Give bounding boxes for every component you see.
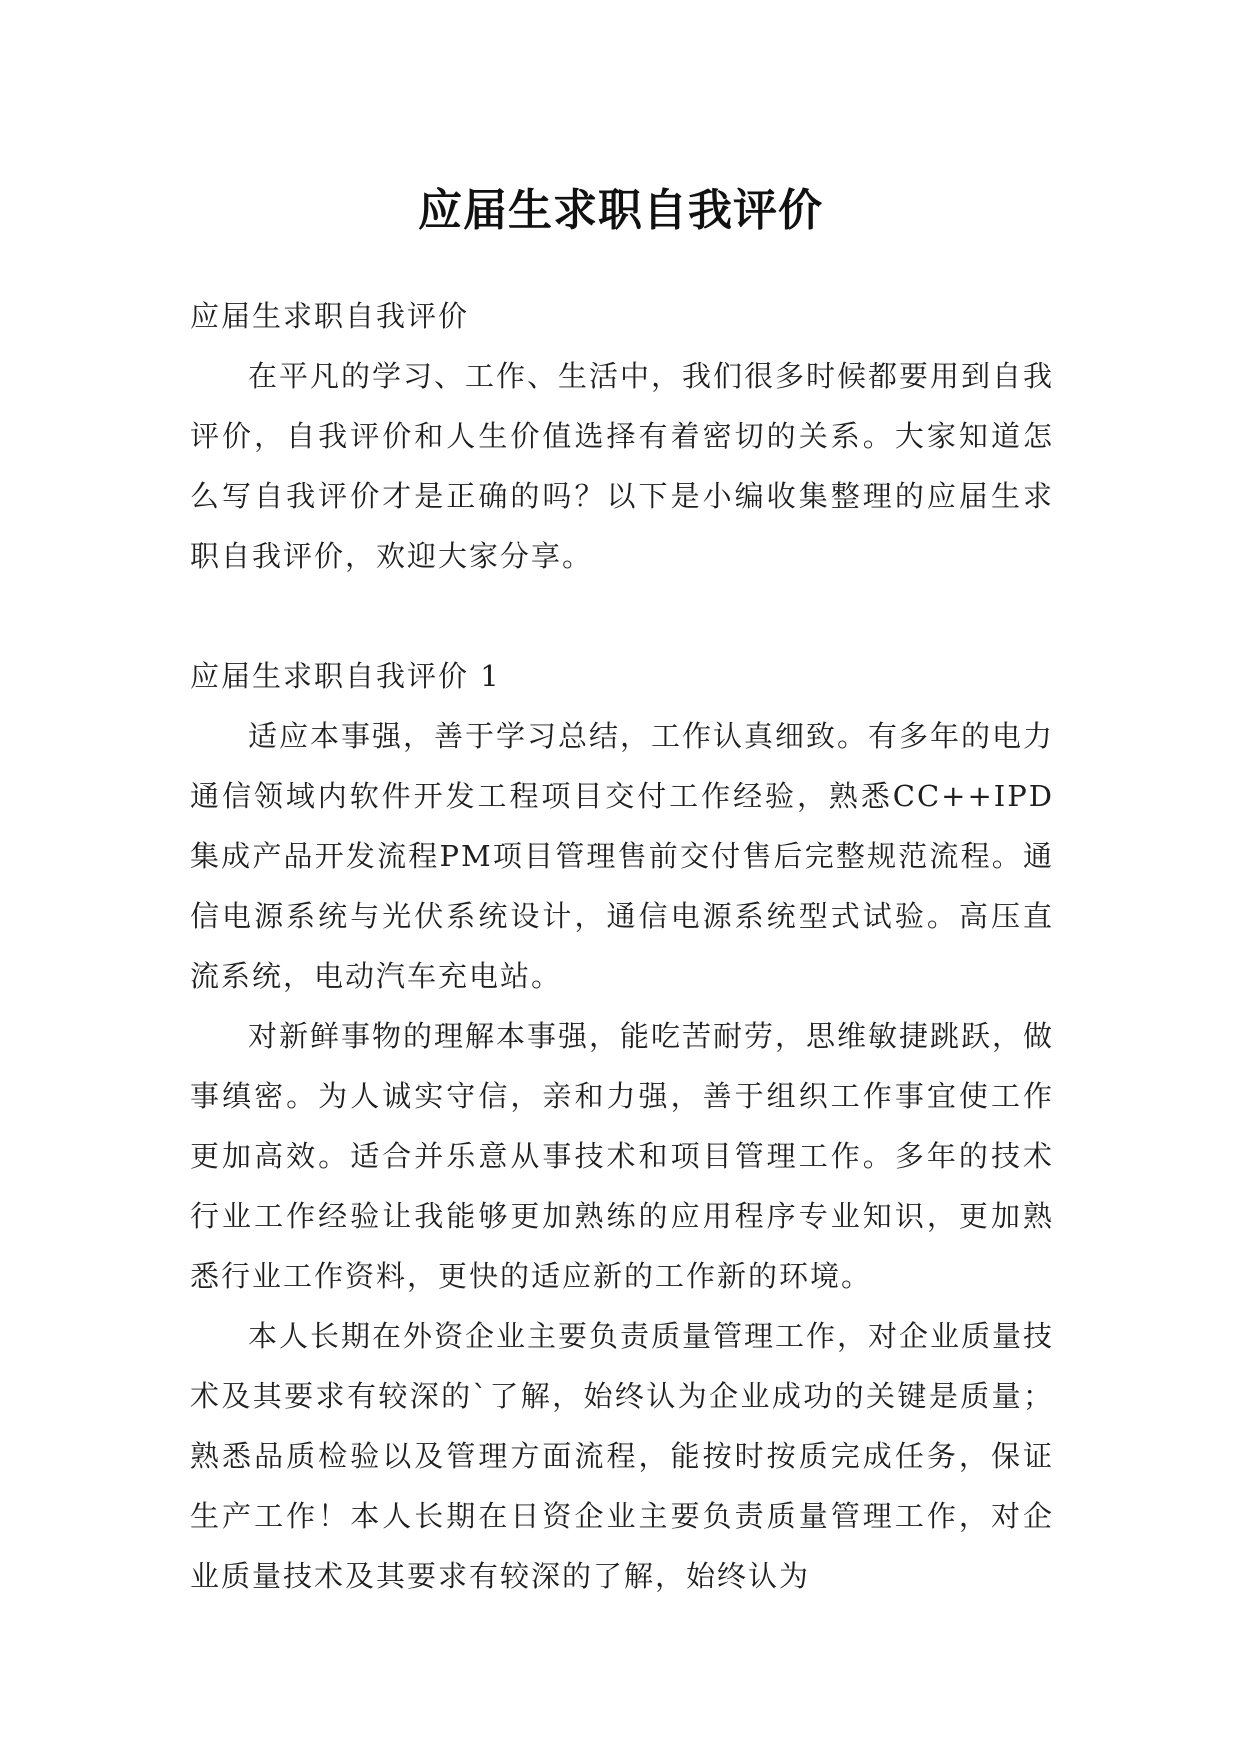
intro-paragraph: 在平凡的学习、工作、生活中，我们很多时候都要用到自我评价，自我评价和人生价值选择有着密切的关系。大家知道怎么写自我评价才是正确的吗？以下是小编收集整理的应届生求职自我评价，欢迎大家分享。 bbox=[190, 359, 1055, 573]
body-paragraph: 本人长期在外资企业主要负责质量管理工作，对企业质量技术及其要求有较深的`了解，始终认为企业成功的关键是质量；熟悉品质检验以及管理方面流程，能按时按质完成任务，保证生产工作！本人长期在日资企业主要负责质量管理工作，对企业质量技术及其要求有较深的了解，始终认为 bbox=[190, 1319, 1055, 1593]
section-heading: 应届生求职自我评价 1 bbox=[190, 659, 501, 693]
document-subtitle: 应届生求职自我评价 bbox=[190, 299, 470, 333]
document-body bbox=[190, 286, 1054, 1606]
body-paragraph: 适应本事强，善于学习总结，工作认真细致。有多年的电力通信领域内软件开发工程项目交付工作经验，熟悉CC++IPD集成产品开发流程PM项目管理售前交付售后完整规范流程。通信电源系统与光伏系统设计，通信电源系统型式试验。高压直流系统，电动汽车充电站。 bbox=[190, 719, 1055, 993]
body-paragraph: 对新鲜事物的理解本事强，能吃苦耐劳，思维敏捷跳跃，做事缜密。为人诚实守信，亲和力强，善于组织工作事宜使工作更加高效。适合并乐意从事技术和项目管理工作。多年的技术行业工作经验让我能够更加熟练的应用程序专业知识，更加熟悉行业工作资料，更快的适应新的工作新的环境。 bbox=[190, 1019, 1055, 1293]
paragraph-spacer bbox=[190, 586, 1054, 646]
page-title: 应届生求职自我评价 bbox=[418, 185, 823, 237]
